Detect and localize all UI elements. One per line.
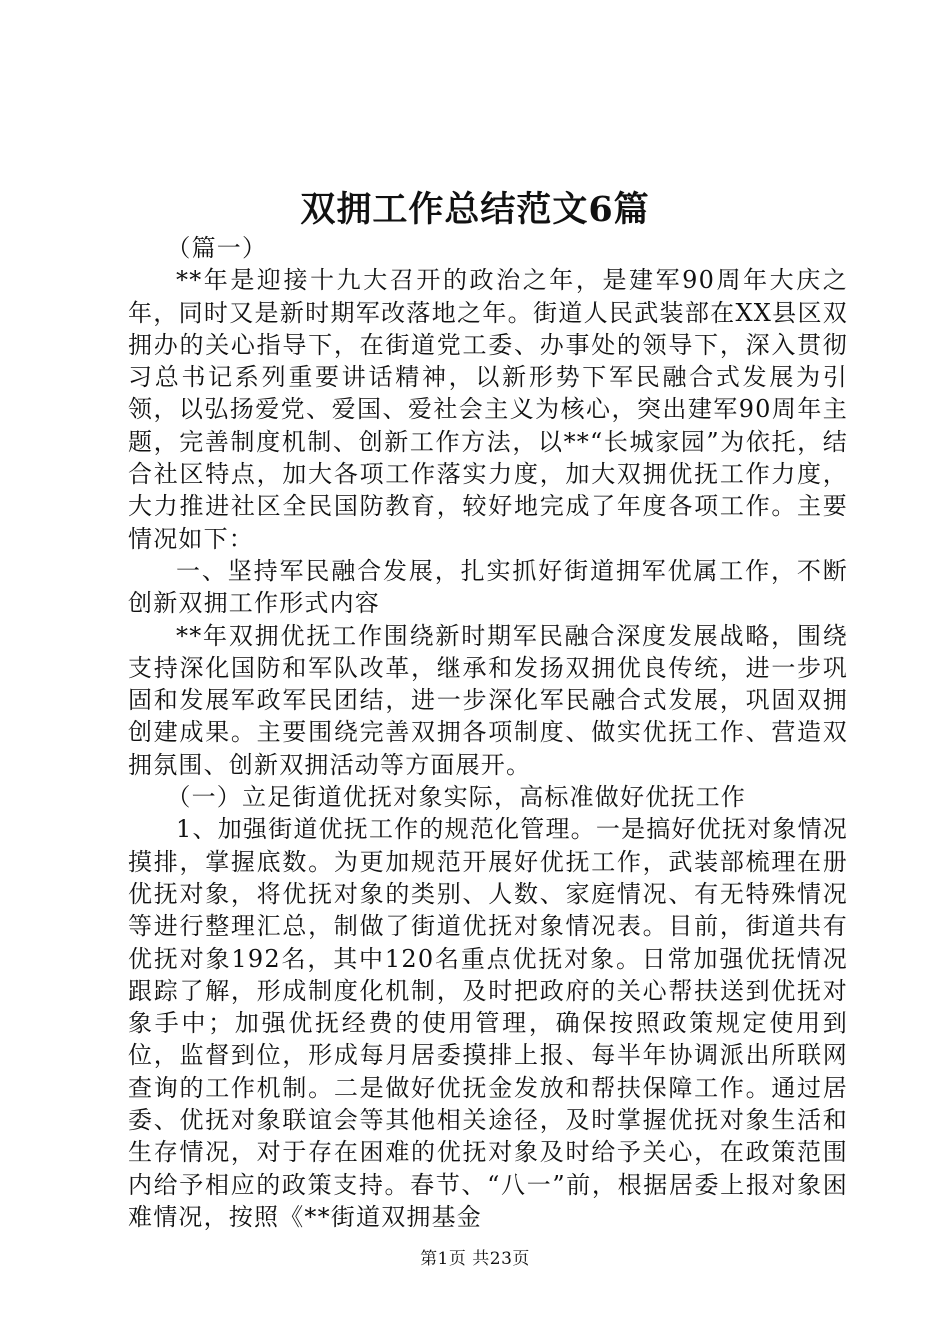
subsection-heading: （一）立足街道优抚对象实际，高标准做好优抚工作	[166, 783, 746, 812]
document-title: 双拥工作总结范文6篇	[300, 189, 650, 230]
body-paragraph: 1、加强街道优抚工作的规范化管理。一是搞好优抚对象情况摸排，掌握底数。为更加规范开展好优抚工作，武装部梳理在册优抚对象，将优抚对象的类别、人数、家庭情况、有无特殊情况等进行整理汇总，制做了街道优抚对象情况表。目前，街道共有优抚对象192名，其中120名重点优抚对象。日常加强优抚情况跟踪了解，形成制度化机制，及时把政府的关心帮扶送到优抚对象手中；加强优抚经费的使用管理，确保按照政策规定使用到位，监督到位，形成每月居委摸排上报、每半年协调派出所联网查询的工作机制。二是做好优抚金发放和帮扶保障工作。通过居委、优抚对象联谊会等其他相关途径，及时掌握优抚对象生活和生存情况，对于存在困难的优抚对象及时给予关心，在政策范围内给予相应的政策支持。春节、“八一”前，根据居委上报对象困难情况，按照《**街道双拥基金	[128, 815, 848, 1231]
section-label: （篇一）	[166, 234, 268, 262]
page-number-footer: 第1页 共23页	[420, 1249, 530, 1269]
section-heading: 一、坚持军民融合发展，扎实抓好街道拥军优属工作，不断创新双拥工作形式内容	[128, 556, 848, 618]
body-paragraph: **年是迎接十九大召开的政治之年，是建军90周年大庆之年，同时又是新时期军改落地之年。街道人民武装部在XX县区双拥办的关心指导下，在街道党工委、办事处的领导下，深入贯彻习总书记系列重要讲话精神，以新形势下军民融合式发展为引领，以弘扬爱党、爱国、爱社会主义为核心，突出建军90周年主题，完善制度机制、创新工作方法，以**“长城家园”为依托，结合社区特点，加大各项工作落实力度，加大双拥优抚工作力度，大力推进社区全民国防教育，较好地完成了年度各项工作。主要情况如下：	[128, 266, 848, 553]
body-paragraph: **年双拥优抚工作围绕新时期军民融合深度发展战略，围绕支持深化国防和军队改革，继承和发扬双拥优良传统，进一步巩固和发展军政军民团结，进一步深化军民融合式发展，巩固双拥创建成果。主要围绕完善双拥各项制度、做实优抚工作、营造双拥氛围、创新双拥活动等方面展开。	[128, 621, 848, 779]
document-body	[128, 232, 848, 1233]
